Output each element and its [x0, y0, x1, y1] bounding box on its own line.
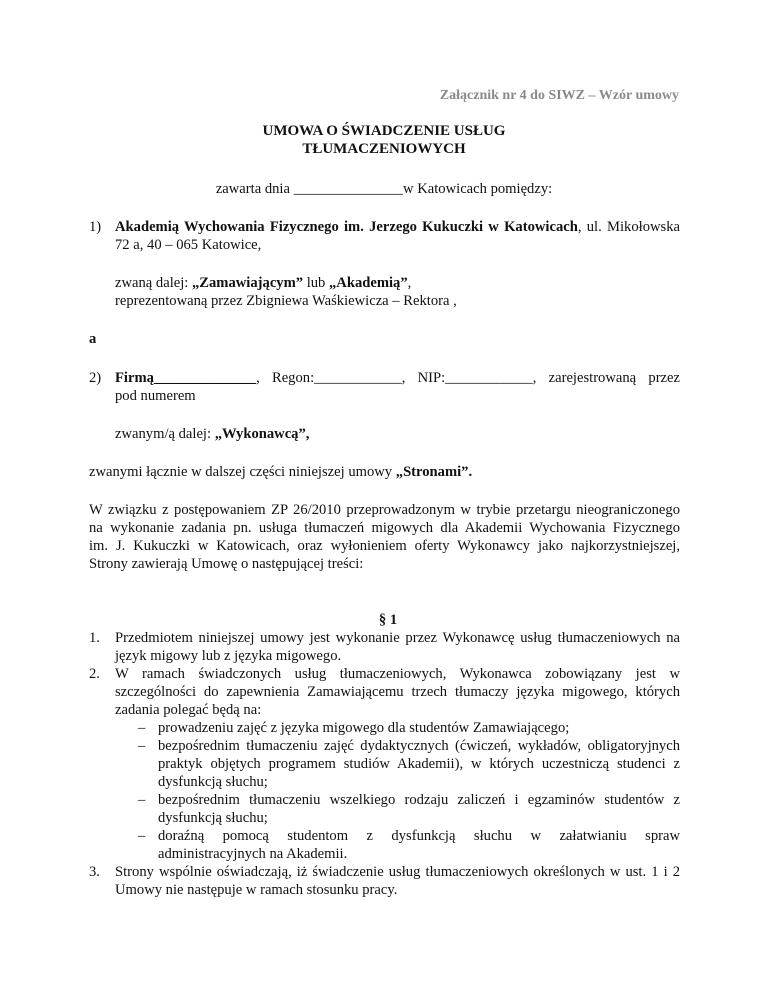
item-line: język migowy lub z języka migowego.: [115, 648, 342, 664]
party2-called: [115, 426, 309, 443]
party1-address: , ul. Mikołowska: [577, 219, 680, 235]
party1-called-ordering: „Zamawiającym”: [191, 275, 304, 291]
jointly-line: [89, 464, 472, 481]
intro-line: im. J. Kukuczki w Katowicach, oraz wyłonieniem oferty Wykonawcy jako najkorzystniejszej,: [89, 538, 680, 554]
intro-line: na wykonanie zadania pn. usługa tłumaczeń migowych dla Akademii Wychowania Fizycznego: [89, 520, 680, 536]
bullet-line: prowadzeniu zajęć z języka migowego dla studentów Zamawiającego;: [158, 720, 570, 736]
party1-called: [115, 275, 411, 292]
party2-number: 2): [89, 370, 102, 386]
jointly-parties: „Stronami”.: [395, 464, 473, 480]
title-line-1: UMOWA O ŚWIADCZENIE USŁUG: [262, 123, 506, 139]
and-separator: a: [89, 331, 97, 347]
intro-line: Strony zawierają Umowę o następującej treści:: [89, 556, 364, 572]
bullet-dash: –: [138, 792, 146, 808]
bullet-dash: –: [138, 720, 146, 736]
bullet-line: bezpośrednim tłumaczeniu wszelkiego rodzaju zaliczeń i egzaminów studentów z: [158, 792, 680, 808]
party2-called-contractor: „Wykonawcą”,: [214, 426, 310, 442]
item-number: 3.: [89, 864, 100, 880]
bullet-dash: –: [138, 828, 146, 844]
bullet-line: praktyk objętych programem studiów Akademii), w których uczestniczą studenci z: [158, 756, 680, 772]
jointly-prefix: zwanymi łącznie w dalszej części niniejszej umowy: [89, 464, 396, 480]
title-line-2: TŁUMACZENIOWYCH: [302, 141, 466, 157]
intro-line: W związku z postępowaniem ZP 26/2010 przeprowadzonym w trybie przetargu nieograniczonego: [89, 502, 680, 518]
item-line: Przedmiotem niniejszej umowy jest wykonanie przez Wykonawcę usług tłumaczeniowych na: [115, 630, 680, 646]
bullet-line: dysfunkcją słuchu;: [158, 810, 268, 826]
party2-called-prefix: zwanym/ą dalej:: [115, 426, 215, 442]
party1-name: Akademią Wychowania Fizycznego im. Jerzego Kukuczki w Katowicach: [115, 219, 578, 235]
party1-called-academy: „Akademią”: [329, 275, 408, 291]
concluded-line: zawarta dnia _______________w Katowicach pomiędzy:: [215, 181, 553, 197]
item-line: szczególności do zapewnienia Zamawiającemu trzech tłumaczy języka migowego, których: [115, 684, 680, 700]
item-number: 1.: [89, 630, 100, 646]
party1-line1: [115, 219, 680, 236]
party2-line2: pod numerem: [115, 388, 196, 404]
attachment-header: Załącznik nr 4 do SIWZ – Wzór umowy: [439, 88, 679, 103]
bullet-line: dysfunkcją słuchu;: [158, 774, 268, 790]
bullet-dash: –: [138, 738, 146, 754]
bullet-line: doraźną pomocą studentom z dysfunkcją słuchu w załatwianiu spraw: [158, 828, 680, 844]
party1-address-line2: 72 a, 40 – 065 Katowice,: [115, 237, 262, 253]
party1-number: 1): [89, 219, 102, 235]
item-number: 2.: [89, 666, 100, 682]
party1-called-mid: lub: [303, 275, 329, 291]
party2-line1: [115, 370, 680, 387]
party1-called-suffix: ,: [407, 275, 412, 291]
bullet-line: bezpośrednim tłumaczeniu zajęć dydaktycznych (ćwiczeń, wykładów, obligatoryjnych: [158, 738, 680, 754]
party1-representation: reprezentowaną przez Zbigniewa Waśkiewicza – Rektora ,: [115, 293, 457, 309]
party1-called-prefix: zwaną dalej:: [115, 275, 192, 291]
item-line: Umowy nie następuje w ramach stosunku pracy.: [115, 882, 398, 898]
item-line: zadania polegać będą na:: [115, 702, 262, 718]
section-heading: § 1: [378, 612, 398, 628]
item-line: W ramach świadczonych usług tłumaczeniowych, Wykonawca zobowiązany jest w: [115, 666, 680, 682]
party2-details: , Regon:____________, NIP:____________, zarejestrowaną przez: [256, 370, 680, 386]
bullet-line: administracyjnych na Akademii.: [158, 846, 348, 862]
party2-firm: Firmą______________: [115, 370, 257, 386]
item-line: Strony wspólnie oświadczają, iż świadczenie usług tłumaczeniowych określonych w ust. 1 i 2: [115, 864, 680, 880]
